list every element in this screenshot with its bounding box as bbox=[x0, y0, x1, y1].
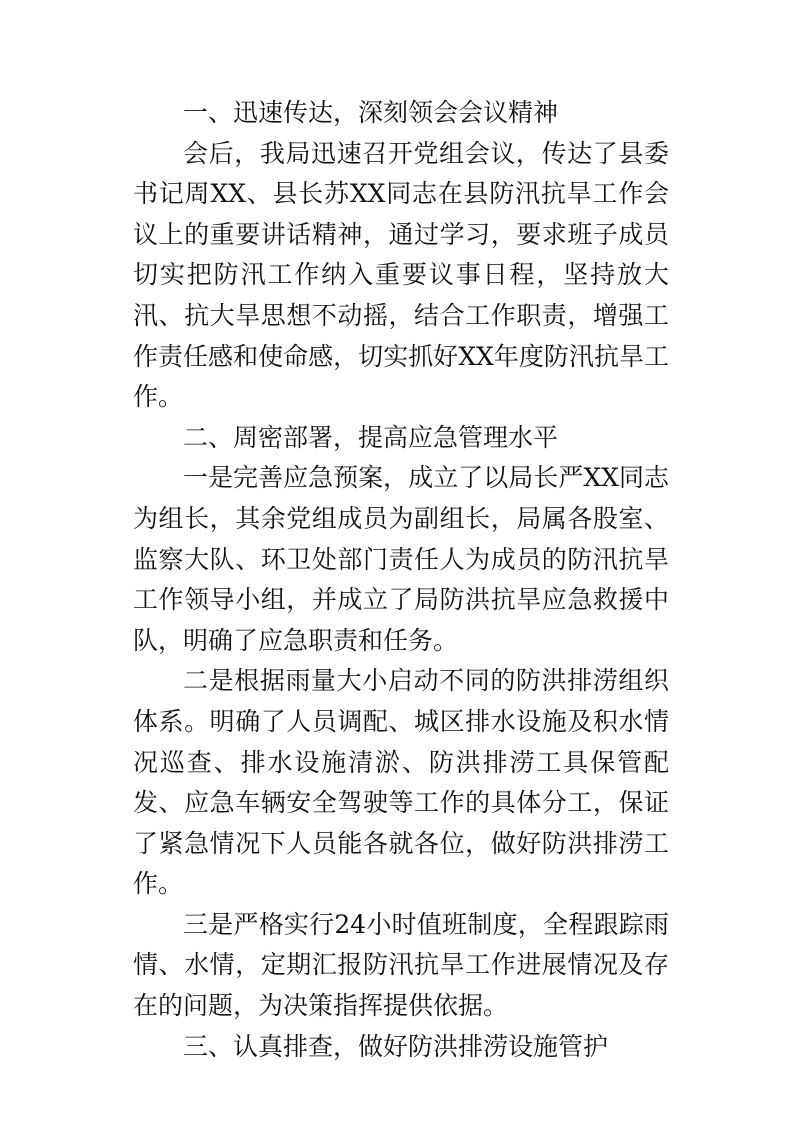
paragraph-drainage-system: 二是根据雨量大小启动不同的防洪排涝组织体系。明确了人员调配、城区排水设施及积水情况巡查、排水设施清淤、防洪排涝工具保管配发、应急车辆安全驾驶等工作的具体分工，保证了紧急情况下人员能各就各位，做好防洪排涝工作。 bbox=[133, 666, 669, 899]
section-heading-3: 三、认真排查，做好防洪排涝设施管护 bbox=[183, 1031, 609, 1061]
document-body bbox=[133, 93, 669, 1067]
paragraph-emergency-plan: 一是完善应急预案，成立了以局长严XX同志为组长，其余党组成员为副组长，局属各股室、监察大队、环卫处部门责任人为成员的防汛抗旱工作领导小组，并成立了局防洪抗旱应急救援中队，明确了应急职责和任务。 bbox=[133, 463, 669, 655]
paragraph-meeting: 会后，我局迅速召开党组会议，传达了县委书记周XX、县长苏XX同志在县防汛抗旱工作会议上的重要讲话精神，通过学习，要求班子成员切实把防汛工作纳入重要议事日程，坚持放大汛、抗大旱思想不动摇，结合工作职责，增强工作责任感和使命感，切实抓好XX年度防汛抗旱工作。 bbox=[133, 138, 669, 412]
paragraph-duty-system: 三是严格实行24小时值班制度，全程跟踪雨情、水情，定期汇报防汛抗旱工作进展情况及存在的问题，为决策指挥提供依据。 bbox=[133, 909, 669, 1021]
section-heading-2: 二、周密部署，提高应急管理水平 bbox=[183, 422, 559, 452]
section-heading-1: 一、迅速传达，深刻领会会议精神 bbox=[183, 98, 559, 127]
